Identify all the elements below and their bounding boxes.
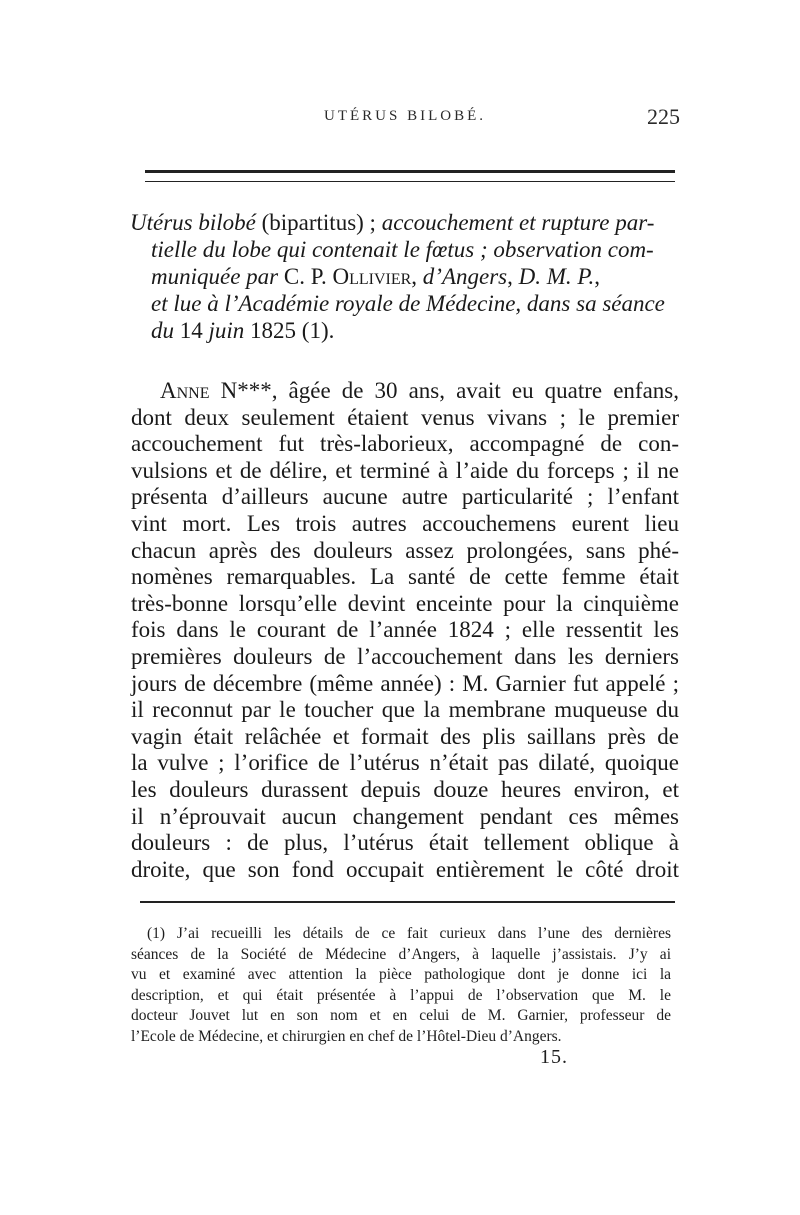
- page-number: 225: [647, 104, 680, 129]
- body-line-text: vint mort. Les trois autres accouchemens eurent lieu: [131, 510, 679, 536]
- title-run: juin: [202, 318, 251, 343]
- article-title: [130, 209, 682, 344]
- body-line-text: dont deux seulement étaient venus vivans ; le premier: [131, 404, 679, 430]
- body-line: [131, 511, 679, 538]
- body-line: [131, 777, 679, 804]
- body-line-text: vagin était relâchée et formait des plis saillans près de: [131, 723, 679, 749]
- body-paragraph: [131, 378, 679, 883]
- title-run: ,: [411, 264, 423, 289]
- footnote: [131, 924, 671, 1048]
- body-line-text: droite, que son fond occupait entièrement le côté droit: [131, 856, 679, 882]
- footnote-line: séances de la Société de Médecine d’Angers, à laquelle j’assistais. J’y ai: [131, 945, 671, 963]
- footnote-line: vu et examiné avec attention la pièce pathologique dont je donne ici la: [131, 966, 671, 984]
- body-lead-name: Anne: [160, 378, 210, 403]
- body-line-text: il reconnut par le toucher que la membrane muqueuse du: [131, 697, 679, 723]
- body-line: [131, 857, 679, 884]
- title-run: 1825 (1).: [250, 318, 335, 343]
- title-run: muniquée par: [151, 264, 284, 289]
- title-run: accouchement et rupture par-: [381, 210, 655, 235]
- title-line: [130, 209, 682, 236]
- title-run: d’Angers: [422, 264, 508, 289]
- title-run: 14: [179, 318, 203, 343]
- signature-mark: 15.: [540, 1046, 568, 1068]
- body-line-text: nomènes remarquables. La santé de cette femme était: [131, 564, 679, 590]
- body-line-text: chacun après des douleurs assez prolongées, sans phé-: [131, 537, 679, 563]
- body-line: [131, 830, 679, 857]
- title-run: ,: [507, 264, 519, 289]
- running-head: [130, 104, 680, 134]
- body-line: [131, 617, 679, 644]
- body-line-text: jours de décembre (même année) : M. Garnier fut appelé ;: [131, 670, 679, 696]
- body-line: [131, 724, 679, 751]
- body-line-text: très-bonne lorsqu’elle devint enceinte pour la cinquième: [131, 590, 679, 616]
- body-line-text: premières douleurs de l’accouchement dans les derniers: [131, 643, 679, 669]
- body-line: [131, 591, 679, 618]
- body-line-text: vulsions et de délire, et terminé à l’aide du forceps ; il ne: [131, 457, 679, 483]
- body-line-text: accouchement fut très-laborieux, accompagné de con-: [131, 431, 679, 457]
- title-line: [130, 317, 682, 344]
- body-line: [131, 378, 679, 405]
- title-run: C. P.: [283, 264, 333, 289]
- body-line: [131, 405, 679, 432]
- running-title: UTÉRUS BILOBÉ.: [324, 108, 486, 124]
- body-line-text: présenta d’ailleurs aucune autre particularité ; l’enfant: [131, 484, 679, 510]
- body-line: [131, 458, 679, 485]
- body-line-text: il n’éprouvait aucun changement pendant ces mêmes: [131, 803, 679, 829]
- footnote-rule: [140, 901, 675, 903]
- title-run: Utérus bilobé: [130, 210, 256, 235]
- title-run: ,: [594, 264, 600, 289]
- title-run: et lue à l’Académie royale de Médecine, dans sa séance: [151, 291, 665, 316]
- title-run: (bipartitus) ;: [255, 210, 382, 235]
- footnote-line: docteur Jouvet lut en son nom et en celui de M. Garnier, professeur de: [131, 1007, 671, 1025]
- title-line: [130, 263, 682, 290]
- footnote-line: (1) J’ai recueilli les détails de ce fait curieux dans l’une des dernières: [147, 925, 671, 942]
- title-line: [130, 290, 682, 317]
- body-line: [131, 804, 679, 831]
- body-line: [131, 484, 679, 511]
- body-line: [131, 750, 679, 777]
- body-line-text: les douleurs durassent depuis douze heures environ, et: [131, 776, 679, 802]
- body-line: [131, 697, 679, 724]
- body-line: [131, 671, 679, 698]
- body-line-text: la vulve ; l’orifice de l’utérus n’était pas dilaté, quoique: [131, 750, 679, 776]
- body-line: [131, 564, 679, 591]
- footnote-line: l’Ecole de Médecine, et chirurgien en chef de l’Hôtel-Dieu d’Angers.: [131, 1027, 562, 1045]
- body-line: [131, 644, 679, 671]
- title-run: Ollivier: [332, 264, 412, 289]
- title-run: tielle du lobe qui contenait le fœtus ; observation com-: [151, 237, 654, 262]
- body-line: [131, 431, 679, 458]
- body-line-text: N***, âgée de 30 ans, avait eu quatre enfans,: [209, 378, 679, 403]
- body-line-text: douleurs : de plus, l’utérus était tellement oblique à: [131, 830, 679, 856]
- header-double-rule: [145, 170, 675, 182]
- footnote-line: description, et qui était présentée à l’appui de l’observation que M. le: [131, 986, 671, 1004]
- title-run: D. M. P.: [518, 264, 595, 289]
- body-line: [131, 538, 679, 565]
- title-line: [130, 236, 682, 263]
- body-line-text: fois dans le courant de l’année 1824 ; elle ressentit les: [131, 617, 679, 643]
- title-run: du: [151, 318, 180, 343]
